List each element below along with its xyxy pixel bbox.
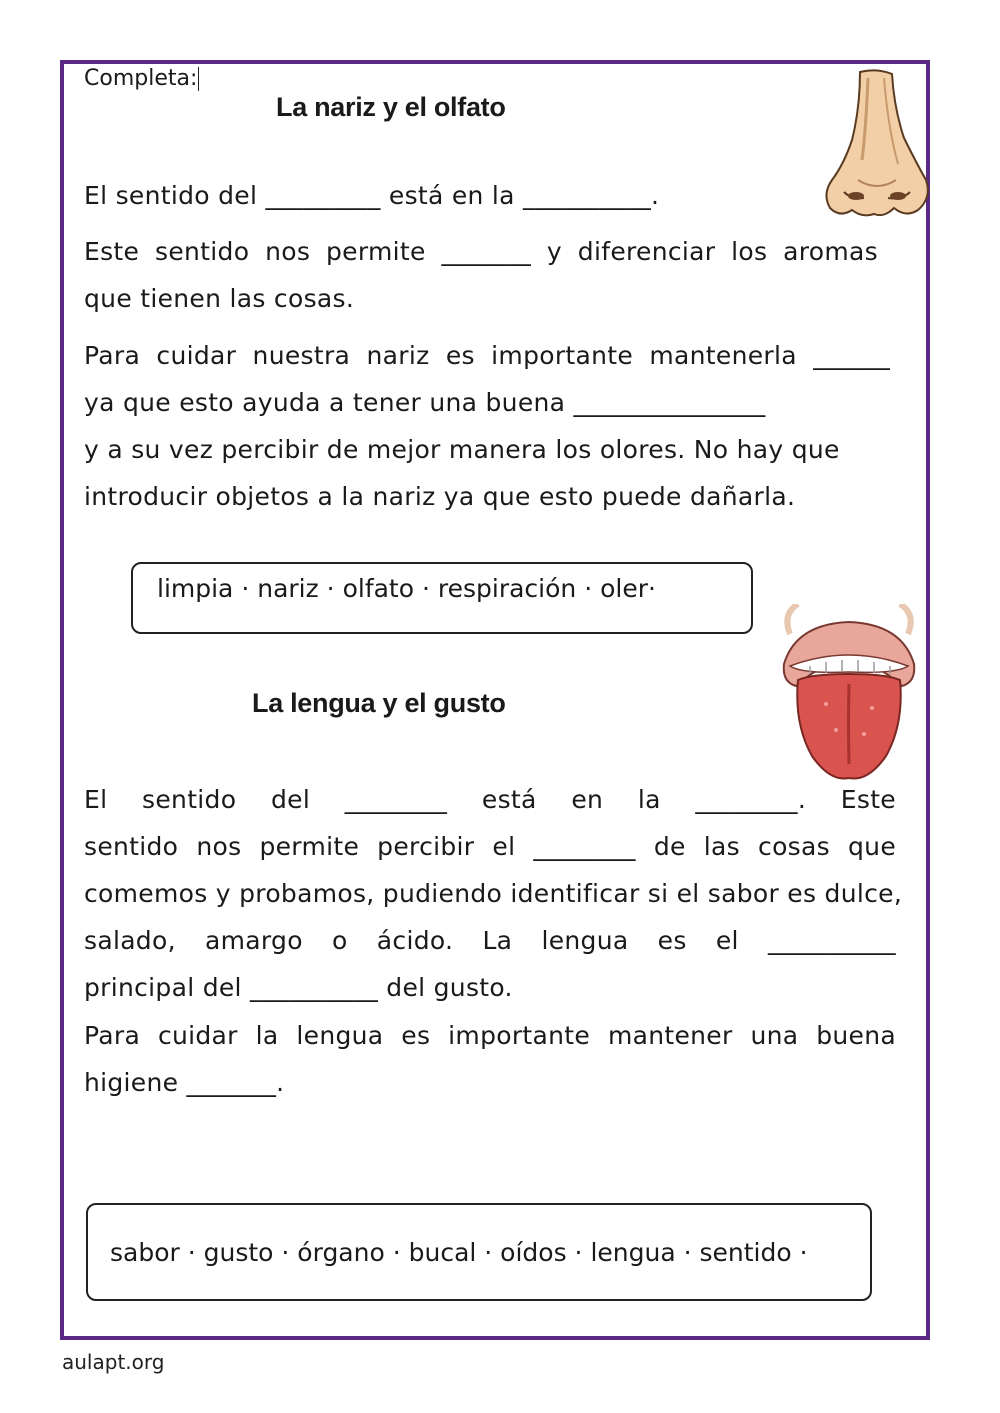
text-line: sentido nos permite percibir el ________ de las cosas que [84, 832, 896, 861]
word-bank-nose [131, 562, 753, 634]
section-title-nose: La nariz y el olfato [276, 92, 506, 122]
text-line: Para cuidar la lengua es importante mantener una buena [84, 1021, 896, 1050]
nose-paragraph-line-1 [84, 172, 804, 219]
nose-icon [822, 68, 932, 224]
word-bank-text: sabor · gusto · órgano · bucal · oídos · lengua · sentido · [110, 1237, 808, 1267]
nose-paragraph-2 [84, 228, 878, 322]
text-line: El sentido del _________ está en la __________. [84, 181, 660, 210]
text-line: que tienen las cosas. [84, 284, 355, 313]
word-bank-text: limpia · nariz · olfato · respiración · oler· [157, 573, 656, 603]
text-line: comemos y probamos, pudiendo identificar si el sabor es dulce, [84, 879, 903, 908]
text-line: y a su vez percibir de mejor manera los olores. No hay que [84, 435, 840, 464]
tongue-paragraph-2 [84, 1012, 896, 1106]
text-line: El sentido del ________ está en la ________. Este [84, 785, 896, 814]
tongue-paragraph-1 [84, 776, 903, 1011]
text-line: ya que esto ayuda a tener una buena _______________ [84, 388, 766, 417]
text-line: Para cuidar nuestra nariz es importante mantenerla ______ [84, 341, 890, 370]
tongue-icon [776, 604, 922, 790]
text-line: principal del __________ del gusto. [84, 973, 513, 1002]
word-bank-tongue [86, 1203, 872, 1301]
footer-site: aulapt.org [62, 1350, 165, 1374]
section-title-tongue: La lengua y el gusto [252, 688, 506, 718]
text-line: salado, amargo o ácido. La lengua es el __________ [84, 926, 896, 955]
instruction-label: Completa: [84, 66, 198, 91]
text-line: introducir objetos a la nariz ya que esto puede dañarla. [84, 482, 796, 511]
nose-paragraph-3 [84, 332, 890, 520]
text-line: Este sentido nos permite _______ y diferenciar los aromas [84, 237, 878, 266]
text-line: higiene _______. [84, 1068, 285, 1097]
